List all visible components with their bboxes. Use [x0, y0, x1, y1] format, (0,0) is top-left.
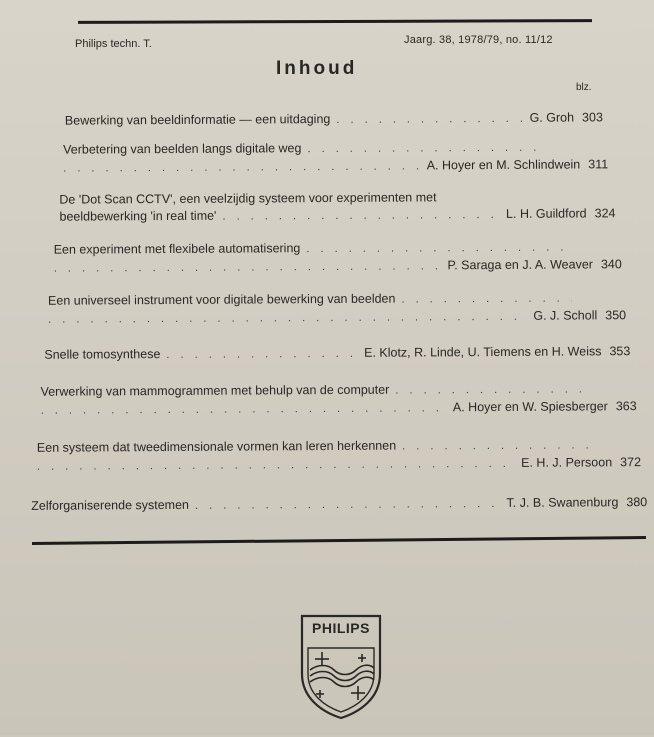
dot-leader	[402, 439, 597, 452]
entry-page: 353	[609, 344, 631, 359]
entry-page: 372	[620, 455, 642, 470]
page-column-label: blz.	[576, 82, 592, 93]
toc-entry-line2	[59, 206, 615, 223]
toc-entry	[65, 110, 603, 127]
dot-leader	[63, 160, 421, 174]
toc-entry-line1	[54, 240, 574, 257]
entry-page: 363	[615, 399, 637, 414]
entry-page: 340	[600, 257, 622, 272]
entry-page: 324	[594, 206, 616, 221]
entry-page: 350	[605, 308, 627, 323]
entry-title: De 'Dot Scan CCTV', een veelzijdig systeem voor experimenten met	[59, 190, 437, 207]
entry-title: Een universeel instrument voor digitale bewerking van beelden	[47, 291, 396, 308]
entry-author: P. Saraga en J. A. Weaver	[447, 257, 593, 273]
dot-leader	[401, 293, 572, 306]
toc-entry	[31, 495, 647, 513]
toc-entry-line1	[63, 140, 543, 157]
entry-author: G. Groh	[529, 110, 575, 125]
toc-entry-line1	[48, 290, 578, 307]
dot-leader	[222, 209, 500, 223]
toc-entry-line2	[63, 157, 608, 174]
volume-info: Jaarg. 38, 1978/79, no. 11/12	[404, 34, 553, 46]
dot-leader	[395, 383, 586, 396]
toc-entry-line1	[37, 437, 603, 454]
entry-title: Zelforganiserende systemen	[31, 497, 190, 513]
entry-page: 311	[588, 157, 609, 172]
dot-leader	[166, 348, 358, 361]
entry-title: Een experiment met flexibele automatisering	[53, 241, 301, 257]
toc-entry-line2	[37, 455, 641, 473]
entry-title: Snelle tomosynthese	[44, 347, 161, 362]
dot-leader	[41, 402, 447, 416]
toc-entry-line1	[59, 190, 436, 206]
dot-leader	[336, 113, 523, 126]
entry-author: A. Hoyer en W. Spiesberger	[452, 399, 608, 415]
entry-title: Verwerking van mammogrammen met behulp van de computer	[40, 382, 390, 399]
entry-author: A. Hoyer en M. Schlindwein	[426, 157, 581, 173]
entry-page: 303	[581, 110, 603, 125]
entry-title: Een systeem dat tweedimensionale vormen kan leren herkennen	[36, 438, 397, 455]
logo-text: PHILIPS	[312, 620, 370, 636]
toc-entry-line1	[41, 381, 593, 398]
dot-leader	[195, 498, 501, 512]
entry-title: Bewerking van beeldinformatie — een uitdaging	[64, 111, 331, 128]
dot-leader	[37, 458, 515, 473]
dot-leader	[48, 311, 527, 326]
entry-title: Verbetering van beelden langs digitale weg	[63, 141, 302, 157]
toc-entry-line2	[41, 399, 637, 417]
entry-page: 380	[626, 495, 648, 510]
toc-entry-line2	[54, 257, 622, 274]
toc-entry	[44, 344, 630, 362]
entry-author: T. J. B. Swanenburg	[506, 495, 619, 510]
entry-author: E. H. J. Persoon	[521, 455, 613, 470]
entry-author: G. J. Scholl	[533, 308, 598, 323]
entry-author: E. Klotz, R. Linde, U. Tiemens en H. Weiss	[364, 344, 602, 360]
toc-entry-line2	[48, 308, 626, 326]
dot-leader	[306, 242, 567, 256]
entry-title-continued: beeldbewerking 'in real time'	[59, 208, 217, 224]
page-title: Inhoud	[276, 58, 358, 79]
entry-author: L. H. Guildford	[505, 206, 587, 221]
dot-leader	[54, 260, 442, 274]
dot-leader	[307, 142, 537, 155]
journal-name: Philips techn. T.	[75, 38, 152, 50]
